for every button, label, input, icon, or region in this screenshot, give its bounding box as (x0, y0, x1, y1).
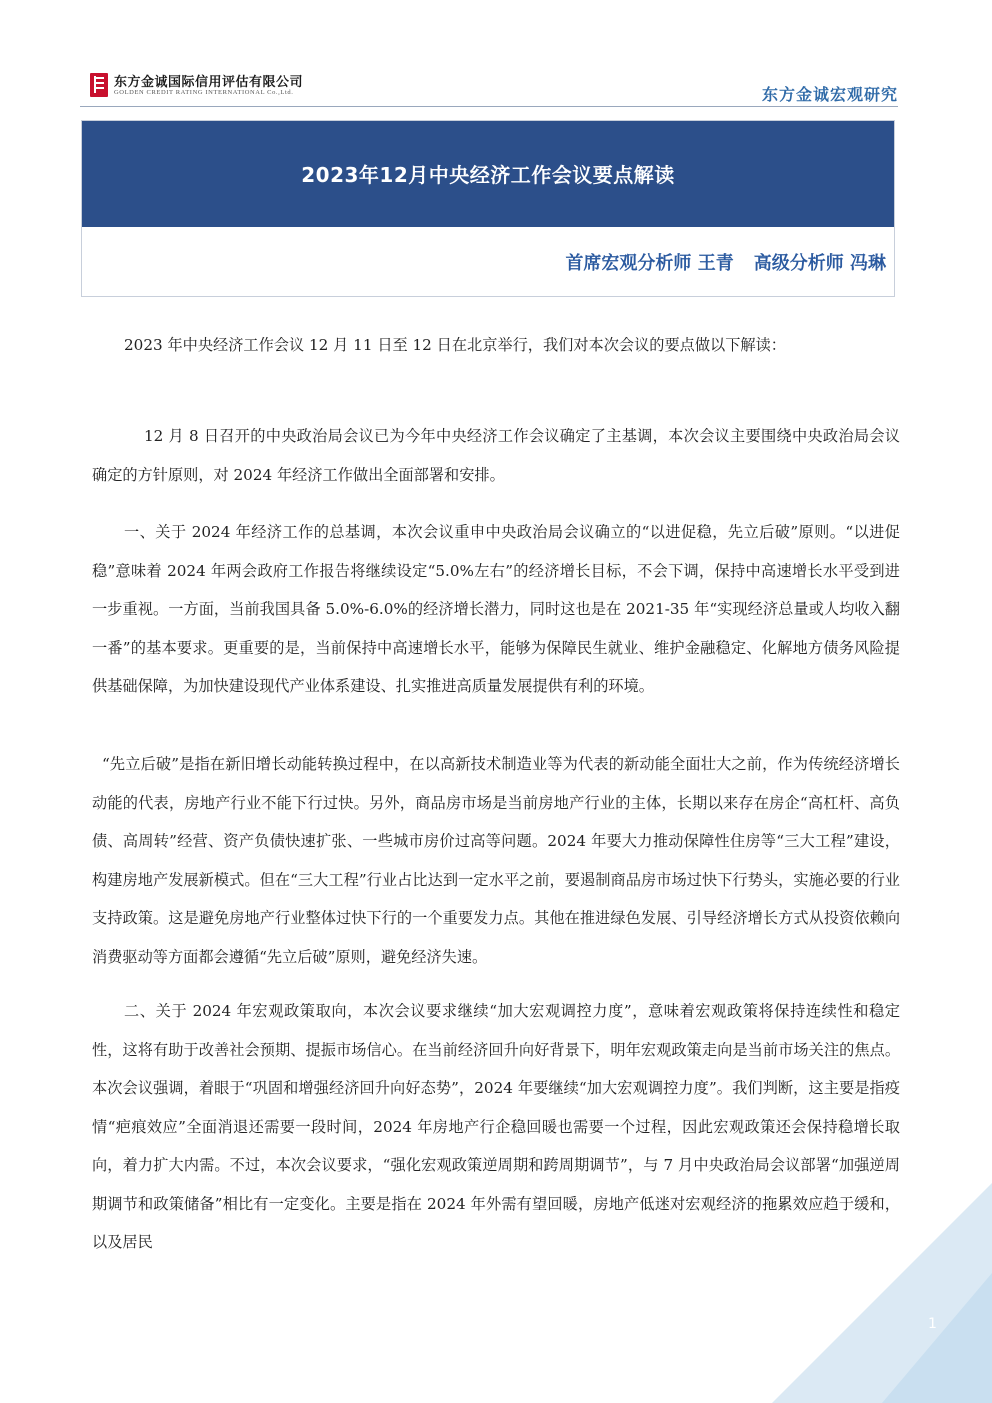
author-1: 首席宏观分析师 王青 (565, 253, 734, 274)
paragraph-3 (92, 745, 900, 976)
paragraph-1: 12 月 8 日召开的中央政治局会议已为今年中央经济工作会议确定了主基调，本次会议主要围绕中央政治局会议确定的方针原则，对 2024 年经济工作做出全面部署和安排。 (92, 427, 900, 484)
page-header (90, 62, 898, 104)
title-box (81, 120, 895, 297)
paragraph-3-text: “先立后破”是指在新旧增长动能转换过程中，在以高新技术制造业等为代表的新动能全面壮大之前，作为传统经济增长动能的代表，房地产行业不能下行过快。另外，商品房市场是当前房地产行业的主体，长期以来存在房企“高杠杆、高负债、高周转”经营、资产负债快速扩张、一些城市房价过高等问题。2024 年要大力推动保障性住房等“三大工程”建设，构建房地产发展新模式。但在“三大工程”行业占比达到一定水平之前，要遏制商品房市场过快下行势头，实施必要的行业支持政策。这是避免房地产行业整体过快下行的一个重要发力点。其他在推进绿色发展、引导经济增长方式从投资依赖向消费驱动等方面都会遵循“先立后破”原则，避免经济失速。 (92, 755, 900, 966)
intro-paragraph: 2023 年中央经济工作会议 12 月 11 日至 12 日在北京举行，我们对本次会议的要点做以下解读： (124, 336, 786, 354)
page-number: 1 (928, 1316, 937, 1332)
author-2: 高级分析师 冯琳 (753, 253, 886, 274)
series-name: 东方金诚宏观研究 (761, 85, 898, 104)
paragraph-4: 二、关于 2024 年宏观政策取向，本次会议要求继续“加大宏观调控力度”，意味着宏观政策将保持连续性和稳定性，这将有助于改善社会预期、提振市场信心。在当前经济回升向好背景下，明年宏观政策走向是当前市场关注的焦点。本次会议强调，着眼于“巩固和增强经济回升向好态势”，2024 年要继续“加大宏观调控力度”。我们判断，这主要是指疫情“疤痕效应”全面消退还需要一段时间，2024 年房地产行企稳回暖也需要一个过程，因此宏观政策还会保持稳增长取向，着力扩大内需。不过，本次会议要求，“强化宏观政策逆周期和跨周期调节”，与 7 月中央政治局会议部署“加强逆周期调节和政策储备”相比有一定变化。主要是指在 2024 年外需有望回暖，房地产低迷对宏观经济的拖累效应趋于缓和，以及居民 (92, 1002, 900, 1251)
author-line (565, 249, 886, 275)
title-band (82, 121, 894, 227)
corner-decoration (732, 1153, 992, 1403)
company-name-cn: 东方金诚国际信用评估有限公司 (114, 75, 304, 90)
header-divider (80, 106, 898, 107)
paragraph-2: 一、关于 2024 年经济工作的总基调，本次会议重申中央政治局会议确立的“以进促稳，先立后破”原则。“以进促稳”意味着 2024 年两会政府工作报告将继续设定“5.0%左右”的经济增长目标，不会下调，保持中高速增长水平受到进一步重视。一方面，当前我国具备 5.0%-6.0%的经济增长潜力，同时这也是在 2021-35 年“实现经济总量或人均收入翻一番”的基本要求。更重要的是，当前保持中高速增长水平，能够为保障民生就业、维护金融稳定、化解地方债务风险提供基础保障，为加快建设现代产业体系建设、扎实推进高质量发展提供有利的环境。 (92, 523, 900, 695)
company-name-en: GOLDEN CREDIT RATING INTERNATIONAL Co.,Ltd. (114, 89, 294, 96)
company-logo-icon (90, 73, 108, 97)
report-title: 2023年12月中央经济工作会议要点解读 (301, 163, 675, 187)
